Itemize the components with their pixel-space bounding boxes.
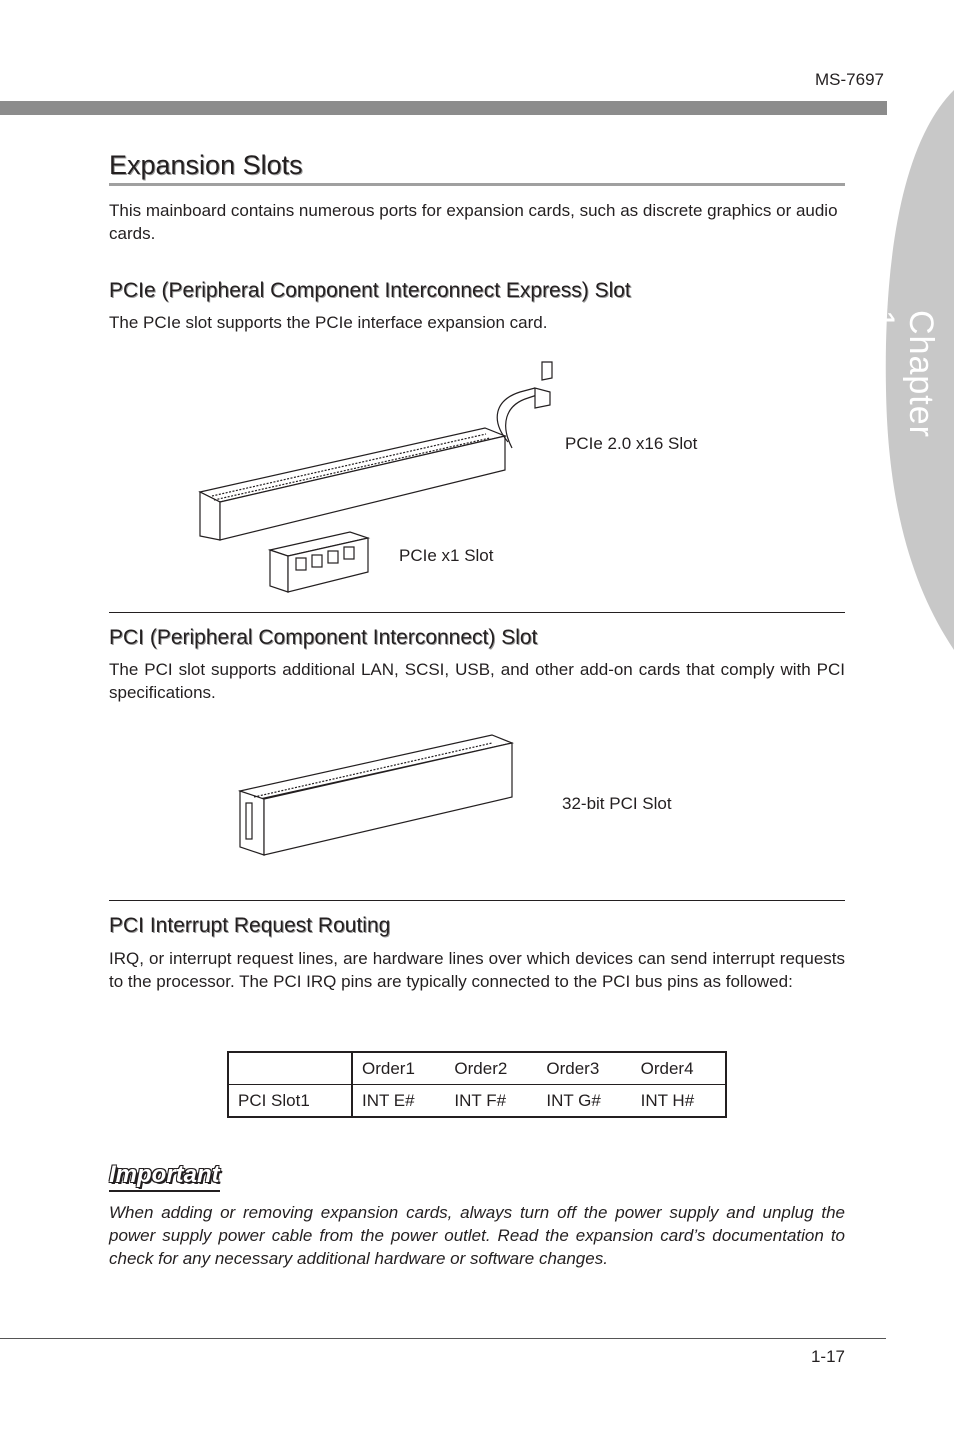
pcie-slots-illustration xyxy=(190,350,570,600)
table-header-cell xyxy=(228,1052,352,1085)
table-header-cell: Order4 xyxy=(632,1052,726,1085)
important-note: When adding or removing expansion cards, always turn off the power supply and unplug the power supply power cable from the power outlet. Read the expansion card’s documentation to check for any necessary additional hardware or software changes. xyxy=(109,1203,845,1268)
table-row xyxy=(228,1085,726,1118)
pcie-x1-label: PCIe x1 Slot xyxy=(399,546,494,565)
header-bar xyxy=(0,101,887,115)
pci-slot-label: 32-bit PCI Slot xyxy=(562,794,672,813)
table-header-row xyxy=(228,1052,726,1085)
table-header-cell: Order2 xyxy=(445,1052,537,1085)
table-cell: INT F# xyxy=(454,1090,507,1110)
table-cell: INT E# xyxy=(362,1090,415,1110)
pcie-x16-slot-drawing xyxy=(200,362,552,540)
section-divider xyxy=(109,612,845,613)
pci-paragraph: The PCI slot supports additional LAN, SCSI, USB, and other add-on cards that comply with PCI specifications. xyxy=(109,660,845,702)
intro-paragraph: This mainboard contains numerous ports for expansion cards, such as discrete graphics or audio cards. xyxy=(109,201,838,243)
chapter-tab-label: Chapter 1 xyxy=(863,310,940,438)
table-cell: INT H# xyxy=(640,1090,695,1110)
page-number: 1-17 xyxy=(810,1347,845,1366)
table-cell: PCI Slot1 xyxy=(228,1085,352,1118)
irq-routing-table xyxy=(227,1051,727,1118)
table-header-cell: Order1 xyxy=(352,1052,445,1085)
table-header-cell: Order3 xyxy=(537,1052,631,1085)
page-title: Expansion Slots xyxy=(109,150,845,186)
pcie-heading: PCIe (Peripheral Component Interconnect Express) Slot xyxy=(109,279,631,302)
footer-rule xyxy=(0,1338,886,1339)
section-divider xyxy=(109,900,845,901)
pcie-paragraph: The PCIe slot supports the PCIe interface expansion card. xyxy=(109,313,548,332)
important-heading: Important xyxy=(109,1162,220,1192)
table-cell: INT G# xyxy=(546,1090,601,1110)
irq-paragraph: IRQ, or interrupt request lines, are hardware lines over which devices can send interrupt requests to the processor. The PCI IRQ pins are typically connected to the PCI bus pins as followed: xyxy=(109,949,845,991)
model-number: MS-7697 xyxy=(815,70,884,89)
irq-heading: PCI Interrupt Request Routing xyxy=(109,914,391,937)
pci-slot-illustration xyxy=(230,725,530,865)
pcie-x16-label: PCIe 2.0 x16 Slot xyxy=(565,434,698,453)
pci-heading: PCI (Peripheral Component Interconnect) Slot xyxy=(109,626,538,649)
pcie-x1-slot-drawing xyxy=(270,532,368,592)
